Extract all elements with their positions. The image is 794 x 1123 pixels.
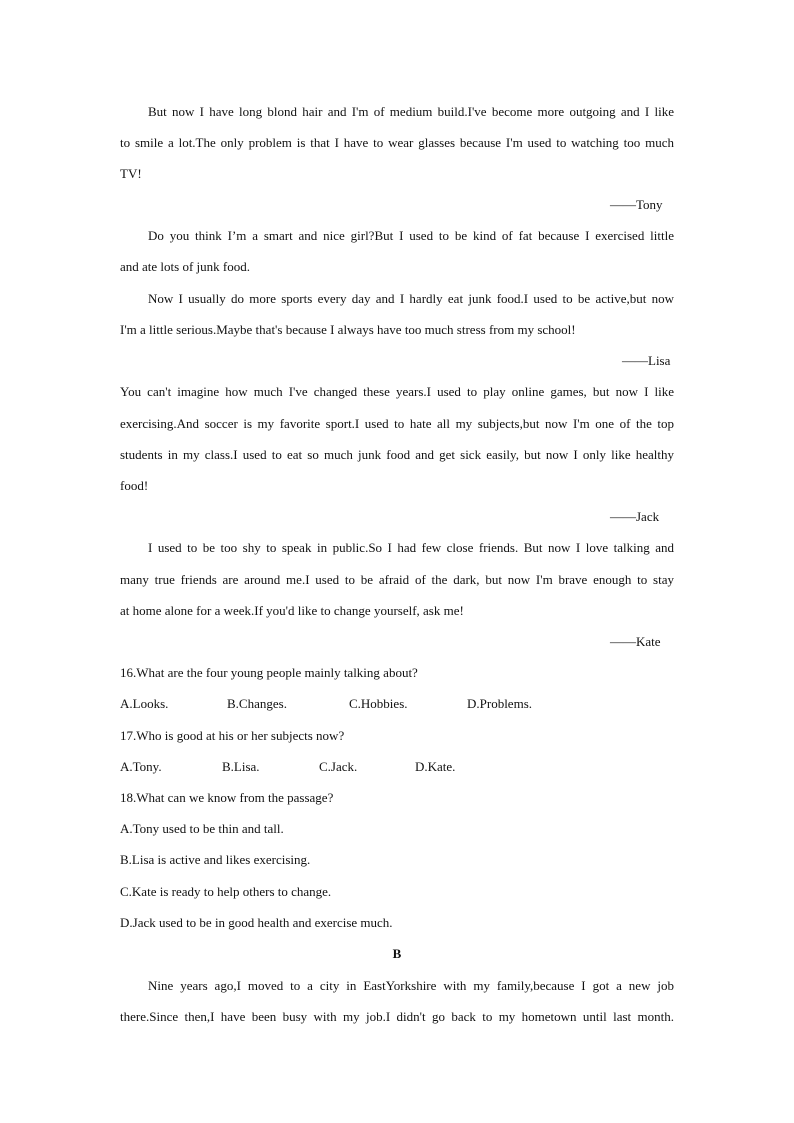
question-16-stem: 16.What are the four young people mainly talking about? [120, 665, 418, 680]
question-16-option-b: B.Changes. [227, 696, 287, 711]
lisa-paragraph-line: and ate lots of junk food. [120, 259, 250, 274]
section-b-heading: B [392, 946, 402, 961]
question-18-stem: 18.What can we know from the passage? [120, 790, 334, 805]
jack-paragraph-line: You can't imagine how much I've changed these years.I used to play online games, but now I like [120, 384, 674, 399]
jack-paragraph-line: students in my class.I used to eat so much junk food and get sick easily, but now I only like healthy [120, 447, 674, 462]
lisa-paragraph-line: Now I usually do more sports every day and I hardly eat junk food.I used to be active,but now [148, 291, 674, 306]
question-17-options [120, 759, 674, 775]
lisa-paragraph-line: Do you think I’m a smart and nice girl?But I used to be kind of fat because I exercised little [148, 228, 674, 243]
question-17-option-c: C.Jack. [319, 759, 358, 774]
kate-signature: ——Kate [610, 634, 661, 649]
question-17-stem: 17.Who is good at his or her subjects now? [120, 728, 345, 743]
lisa-signature: ——Lisa [622, 353, 671, 368]
jack-paragraph-line: exercising.And soccer is my favorite sport.I used to hate all my subjects,but now I'm one of the top [120, 416, 674, 431]
question-18-option-c: C.Kate is ready to help others to change. [120, 884, 332, 899]
question-16-option-c: C.Hobbies. [349, 696, 408, 711]
jack-paragraph-line: food! [120, 478, 149, 493]
jack-signature: ——Jack [610, 509, 660, 524]
kate-paragraph-line: at home alone for a week.If you'd like to change yourself, ask me! [120, 603, 464, 618]
section-b-paragraph-line: there.Since then,I have been busy with my job.I didn't go back to my hometown until last month. [120, 1009, 674, 1024]
section-b-paragraph-line: Nine years ago,I moved to a city in EastYorkshire with my family,because I got a new job [148, 978, 674, 993]
tony-paragraph-line: to smile a lot.The only problem is that I have to wear glasses because I'm used to watching too much [120, 135, 674, 150]
question-17-option-a: A.Tony. [120, 759, 162, 774]
tony-paragraph-line: TV! [120, 166, 142, 181]
tony-paragraph-line: But now I have long blond hair and I'm of medium build.I've become more outgoing and I like [148, 104, 674, 119]
kate-paragraph-line: many true friends are around me.I used to be afraid of the dark, but now I'm brave enough to stay [120, 572, 674, 587]
question-16-option-a: A.Looks. [120, 696, 169, 711]
question-17-option-d: D.Kate. [415, 759, 456, 774]
question-16-options [120, 696, 674, 712]
lisa-paragraph-line: I'm a little serious.Maybe that's because I always have too much stress from my school! [120, 322, 576, 337]
question-18-option-a: A.Tony used to be thin and tall. [120, 821, 284, 836]
question-18-option-d: D.Jack used to be in good health and exercise much. [120, 915, 393, 930]
question-17-option-b: B.Lisa. [222, 759, 260, 774]
question-16-option-d: D.Problems. [467, 696, 532, 711]
tony-signature: ——Tony [610, 197, 663, 212]
kate-paragraph-line: I used to be too shy to speak in public.So I had few close friends. But now I love talking and [148, 540, 674, 555]
question-18-option-b: B.Lisa is active and likes exercising. [120, 852, 311, 867]
